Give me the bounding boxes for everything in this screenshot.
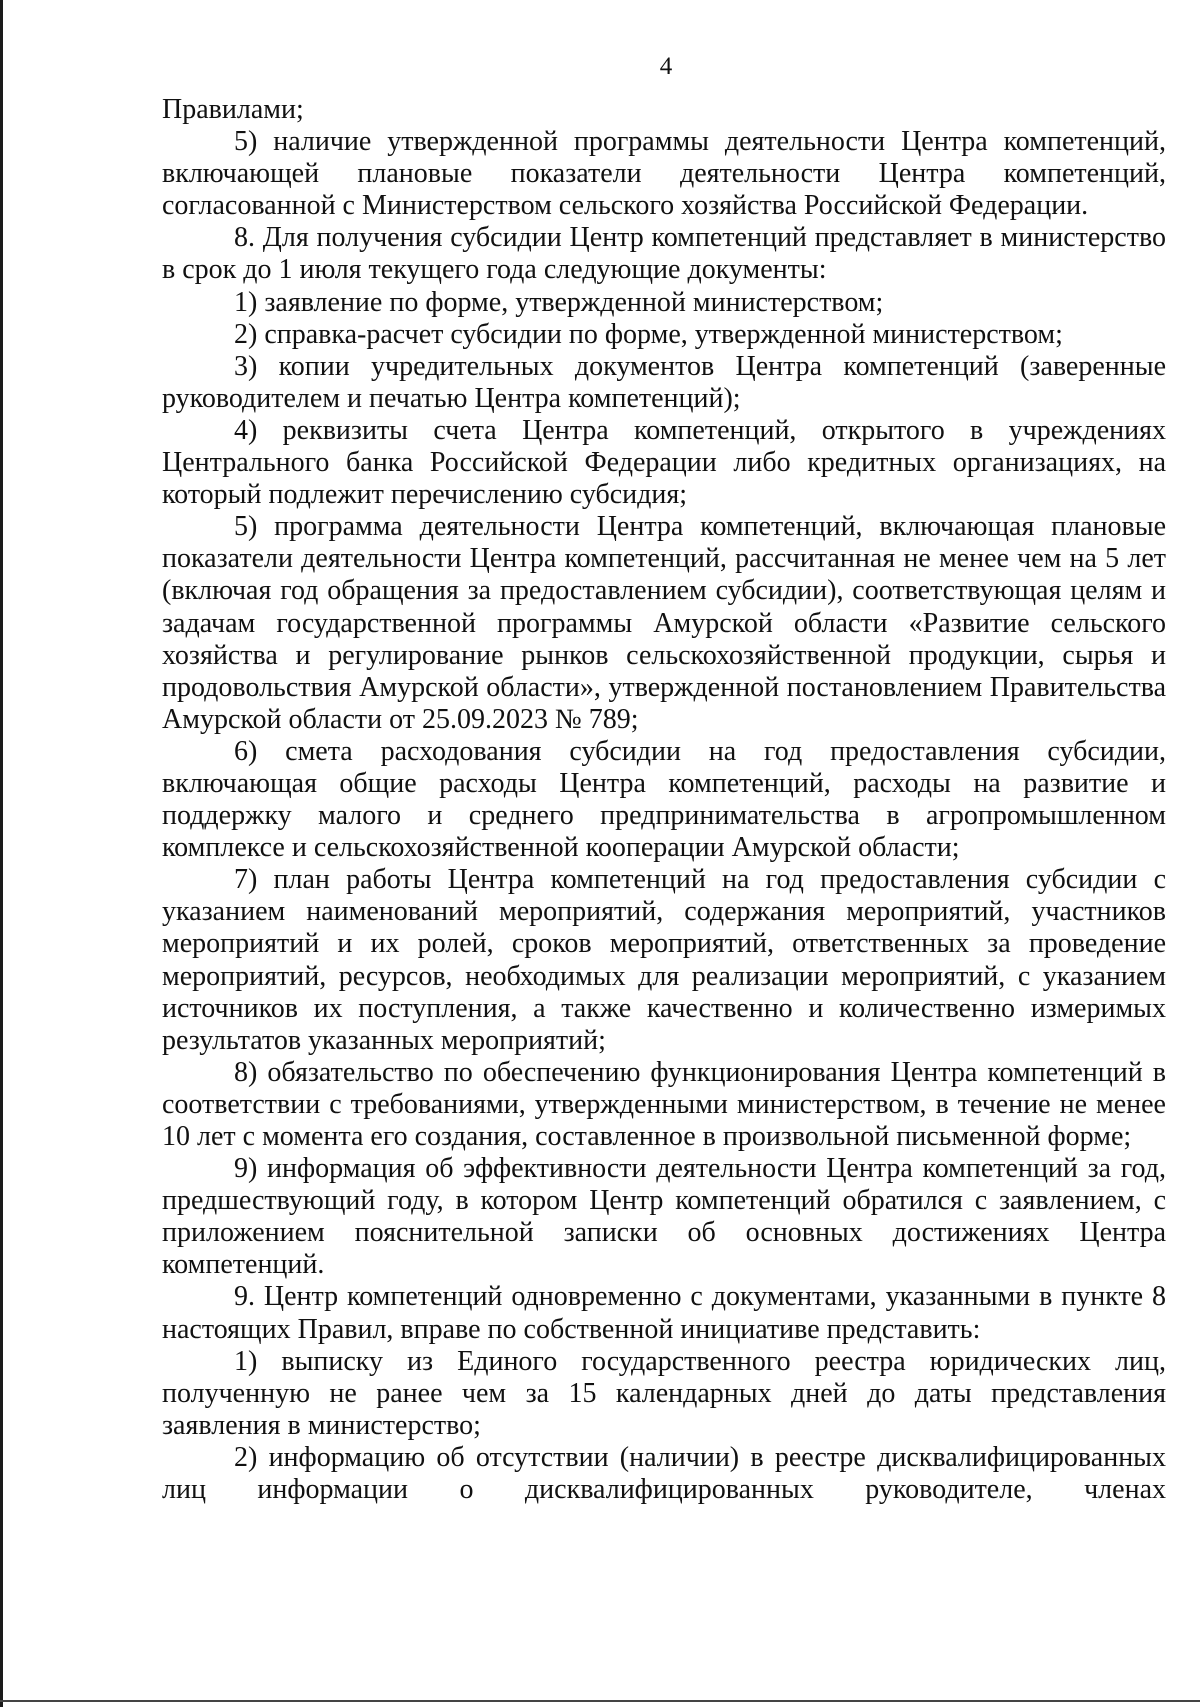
document-body: [162, 94, 1166, 1506]
paragraph-clause-8-item-6: 6) смета расходования субсидии на год предоставления субсидии, включающая общие расходы Центра компетенций, расходы на развитие и поддержку малого и среднего предпринимательства в агропромышленном комплексе и сельскохозяйственной кооперации Амурской области;: [162, 735, 1166, 864]
paragraph-clause-8-item-7: 7) план работы Центра компетенций на год предоставления субсидии с указанием наименований мероприятий, содержания мероприятий, участников мероприятий и их ролей, сроков мероприятий, ответственных за проведение мероприятий, ресурсов, необходимых для реализации мероприятий, с указанием источников их поступления, а также качественно и количественно измеримых результатов указанных мероприятий;: [162, 864, 1166, 1056]
paragraph-clause-9-item-2: 2) информацию об отсутствии (наличии) в реестре дисквалифицированных лиц информации о дисквалифицированных руководителе, членах: [162, 1441, 1166, 1506]
paragraph-clause-8-item-8: 8) обязательство по обеспечению функционирования Центра компетенций в соответствии с требованиями, утвержденными министерством, в течение не менее 10 лет с момента его создания, составленное в произвольной письменной форме;: [162, 1056, 1166, 1152]
paragraph-clause-8-item-3: 3) копии учредительных документов Центра компетенций (заверенные руководителем и печатью Центра компетенций);: [162, 350, 1166, 414]
paragraph-clause-8-item-9: 9) информация об эффективности деятельности Центра компетенций за год, предшествующий году, в котором Центр компетенций обратился с заявлением, с приложением пояснительной записки об основных достижениях Центра компетенций.: [162, 1153, 1166, 1281]
page-number: 4: [659, 53, 673, 80]
paragraph-clause-8-item-5: 5) программа деятельности Центра компетенций, включающая плановые показатели деятельности Центра компетенций, рассчитанная не менее чем на 5 лет (включая год обращения за предоставлением субсидии), соответствующая целям и задачам государственной программы Амурской области «Развитие сельского хозяйства и регулирование рынков сельскохозяйственной продукции, сырья и продовольствия Амурской области», утвержденной постановлением Правительства Амурской области от 25.09.2023 № 789;: [162, 511, 1166, 735]
paragraph-clause-9: 9. Центр компетенций одновременно с документами, указанными в пункте 8 настоящих Правил, вправе по собственной инициативе представить:: [162, 1281, 1166, 1345]
paragraph-continuation: Правилами;: [162, 94, 304, 125]
paragraph-item-5-program: 5) наличие утвержденной программы деятельности Центра компетенций, включающей плановые показатели деятельности Центра компетенций, согласованной с Министерством сельского хозяйства Российской Федерации.: [162, 126, 1166, 222]
paragraph-clause-8-item-2: 2) справка-расчет субсидии по форме, утвержденной министерством;: [234, 318, 1063, 350]
scan-edge-left: [0, 0, 3, 1707]
scan-edge-bottom: [0, 1700, 1200, 1702]
paragraph-clause-8-item-1: 1) заявление по форме, утвержденной министерством;: [234, 286, 884, 318]
paragraph-clause-8: 8. Для получения субсидии Центр компетенций представляет в министерство в срок до 1 июля текущего года следующие документы:: [162, 222, 1166, 286]
paragraph-clause-9-item-1: 1) выписку из Единого государственного реестра юридических лиц, полученную не ранее чем за 15 календарных дней до даты представления заявления в министерство;: [162, 1345, 1166, 1441]
paragraph-clause-8-item-4: 4) реквизиты счета Центра компетенций, открытого в учреждениях Центрального банка Российской Федерации либо кредитных организациях, на который подлежит перечислению субсидия;: [162, 414, 1166, 511]
